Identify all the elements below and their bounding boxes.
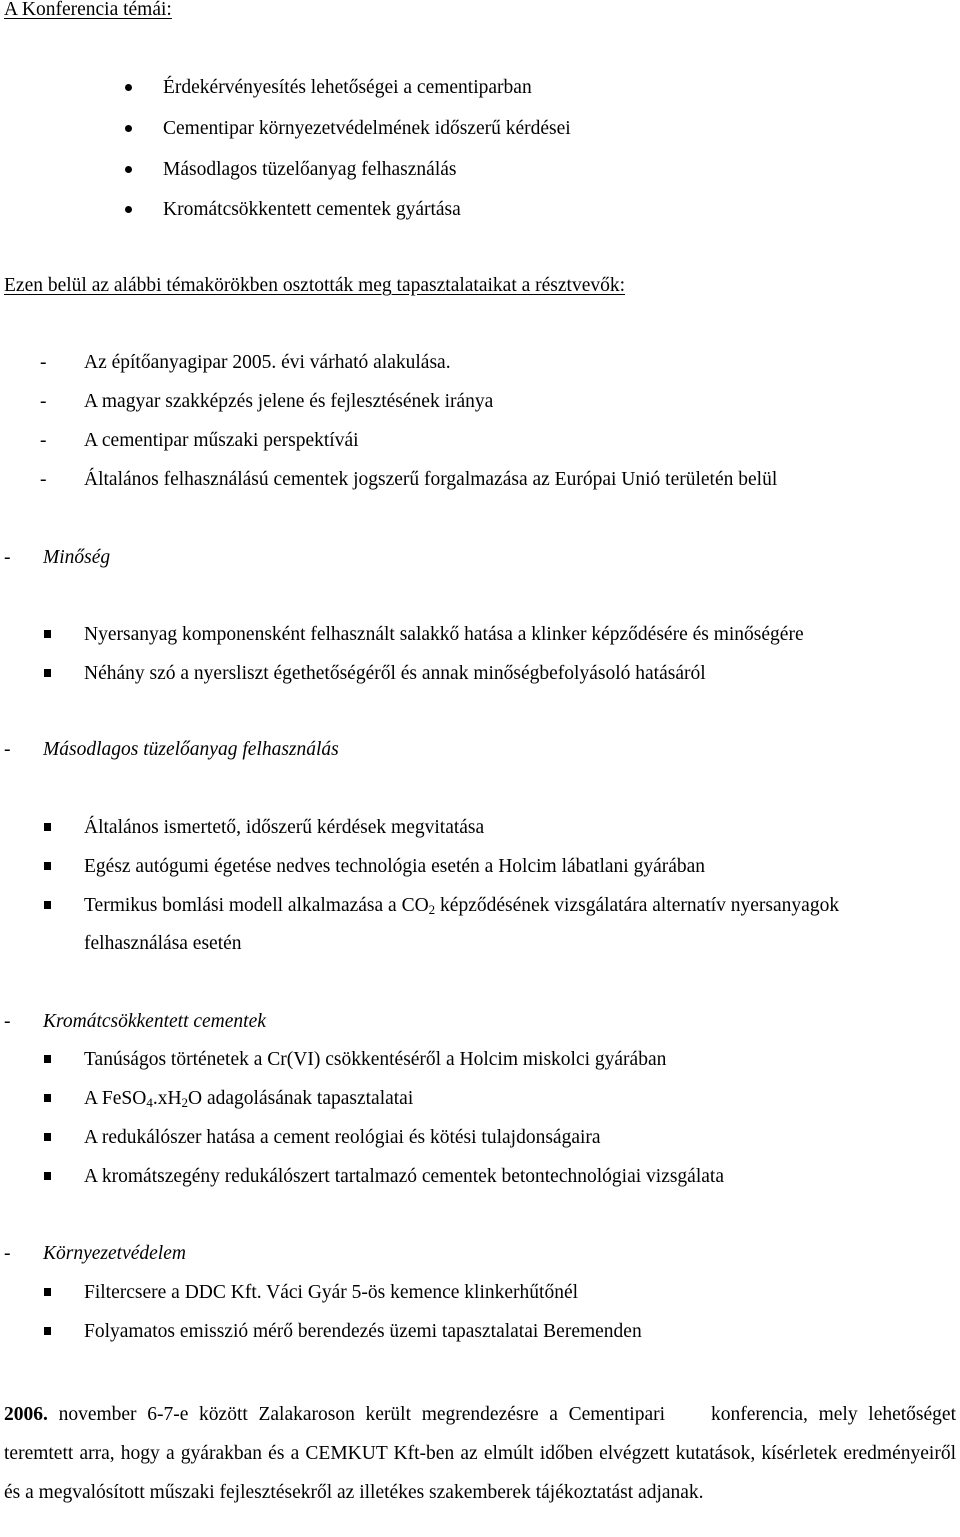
item-text: A FeSO bbox=[84, 1088, 147, 1109]
section-item bbox=[84, 1089, 413, 1109]
general-item: Általános felhasználású cementek jogszerű forgalmazása az Európai Unió területén belül bbox=[84, 469, 778, 490]
general-item: A magyar szakképzés jelene és fejlesztésének iránya bbox=[84, 391, 494, 412]
section-item: Folyamatos emisszió mérő berendezés üzemi tapasztalatai Beremenden bbox=[84, 1321, 642, 1342]
square-bullet-icon bbox=[44, 901, 51, 909]
square-bullet-icon bbox=[44, 1288, 51, 1296]
item-text: Termikus bomlási modell alkalmazása a CO bbox=[84, 895, 429, 916]
subscript: 2 bbox=[428, 902, 436, 917]
section-item: Általános ismertető, időszerű kérdések megvitatása bbox=[84, 817, 485, 838]
page-heading: A Konferencia témái: bbox=[4, 0, 172, 20]
dash-marker: - bbox=[40, 391, 47, 412]
section-item-continuation: felhasználása esetén bbox=[84, 933, 242, 954]
subscript: 4 bbox=[146, 1095, 153, 1110]
section-item: A redukálószer hatása a cement reológiai és kötési tulajdonságaira bbox=[84, 1127, 601, 1148]
bullet-dot-icon bbox=[125, 166, 132, 173]
dash-marker: - bbox=[40, 469, 47, 490]
general-item: A cementipar műszaki perspektívái bbox=[84, 430, 359, 451]
square-bullet-icon bbox=[44, 823, 51, 831]
subscript: 2 bbox=[181, 1095, 189, 1110]
square-bullet-icon bbox=[44, 1133, 51, 1141]
section-item: Nyersanyag komponensként felhasznált salakkő hatása a klinker képződésére és minőségére bbox=[84, 624, 804, 645]
square-bullet-icon bbox=[44, 630, 51, 638]
subheading: Ezen belül az alábbi témakörökben osztották meg tapasztalataikat a résztvevők: bbox=[4, 275, 626, 296]
topic-item: Érdekérvényesítés lehetőségei a cementiparban bbox=[163, 77, 532, 98]
square-bullet-icon bbox=[44, 1172, 51, 1180]
closing-year: 2006. bbox=[4, 1404, 48, 1425]
dash-marker: - bbox=[4, 1011, 11, 1032]
closing-text-part2: konferencia, mely lehetőséget teremtett arra, hogy a gyárakban és a CEMKUT Kft-ben az elmúlt időben elvégzett kutatások, kísérletek eredményeiről és a megvalósított műszaki fejlesztésekről az illetékes szakemberek tájékoztatást adjanak. bbox=[4, 1404, 956, 1503]
topic-item: Másodlagos tüzelőanyag felhasználás bbox=[163, 159, 457, 180]
dash-marker: - bbox=[4, 739, 11, 760]
section-item: Néhány szó a nyersliszt égethetőségéről és annak minőségbefolyásoló hatásáról bbox=[84, 663, 706, 684]
dash-marker: - bbox=[40, 430, 47, 451]
section-item: Filtercsere a DDC Kft. Váci Gyár 5-ös kemence klinkerhűtőnél bbox=[84, 1282, 579, 1303]
section-title: Környezetvédelem bbox=[43, 1243, 186, 1264]
item-text: O adagolásának tapasztalatai bbox=[188, 1088, 414, 1109]
section-item: A kromátszegény redukálószert tartalmazó cementek betontechnológiai vizsgálata bbox=[84, 1166, 724, 1187]
dash-marker: - bbox=[40, 352, 47, 373]
section-title: Minőség bbox=[43, 547, 111, 568]
square-bullet-icon bbox=[44, 1055, 51, 1063]
item-text: .xH bbox=[152, 1088, 182, 1109]
topic-item: Cementipar környezetvédelmének időszerű kérdései bbox=[163, 118, 571, 139]
item-text: képződésének vizsgálatára alternatív nyersanyagok bbox=[435, 895, 840, 916]
square-bullet-icon bbox=[44, 669, 51, 677]
section-title: Kromátcsökkentett cementek bbox=[43, 1011, 266, 1032]
dash-marker: - bbox=[4, 547, 11, 568]
bullet-dot-icon bbox=[125, 125, 132, 132]
section-item: Egész autógumi égetése nedves technológia esetén a Holcim lábatlani gyárában bbox=[84, 856, 706, 877]
section-item bbox=[84, 896, 839, 916]
section-title: Másodlagos tüzelőanyag felhasználás bbox=[43, 739, 339, 760]
square-bullet-icon bbox=[44, 1327, 51, 1335]
closing-paragraph bbox=[4, 1396, 956, 1512]
section-item: Tanúságos történetek a Cr(VI) csökkentéséről a Holcim miskolci gyárában bbox=[84, 1049, 667, 1070]
bullet-dot-icon bbox=[125, 206, 132, 213]
square-bullet-icon bbox=[44, 1094, 51, 1102]
square-bullet-icon bbox=[44, 862, 51, 870]
general-item: Az építőanyagipar 2005. évi várható alakulása. bbox=[84, 352, 451, 373]
topic-item: Kromátcsökkentett cementek gyártása bbox=[163, 199, 461, 220]
closing-text-part1: november 6-7-e között Zalakaroson került megrendezésre a Cementipari bbox=[58, 1404, 666, 1425]
bullet-dot-icon bbox=[125, 84, 132, 91]
dash-marker: - bbox=[4, 1243, 11, 1264]
